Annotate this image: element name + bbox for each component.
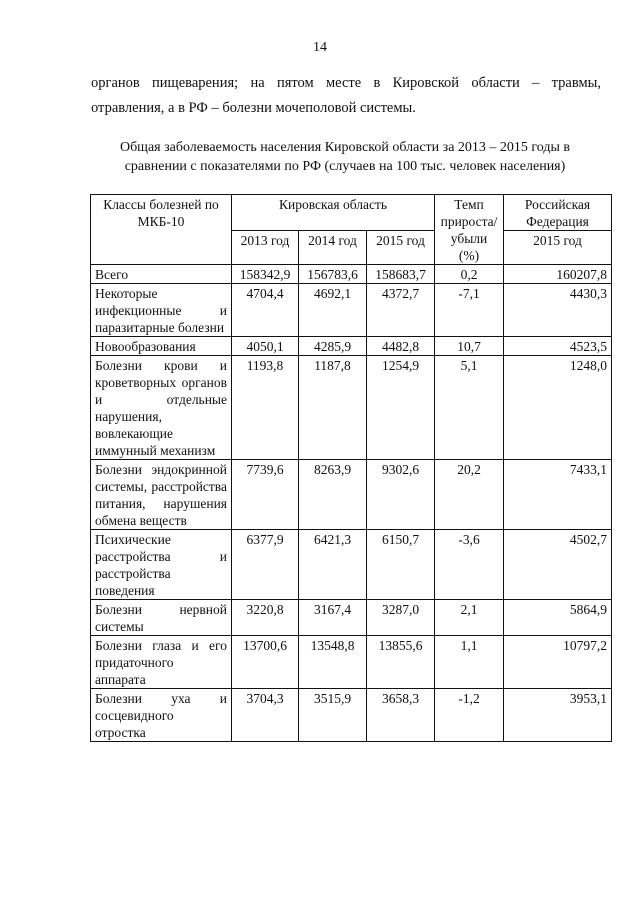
rf-value-cell: 5864,9 [504, 600, 612, 636]
table-row [91, 265, 612, 284]
growth-rate-cell: -3,6 [435, 530, 504, 600]
rf-value-cell: 7433,1 [504, 460, 612, 530]
growth-rate-cell: 10,7 [435, 337, 504, 356]
value-2014-cell: 156783,6 [299, 265, 367, 284]
table-row [91, 636, 612, 689]
header-rf-year-2015: 2015 год [504, 231, 612, 265]
growth-rate-cell: -7,1 [435, 284, 504, 337]
intro-paragraph [91, 71, 601, 121]
disease-class-cell: Психические расстройства и расстройства поведения [91, 530, 232, 600]
value-2015-cell: 9302,6 [367, 460, 435, 530]
disease-class-cell: Болезни эндокринной системы, расстройства питания, нарушения обмена веществ [91, 460, 232, 530]
disease-class-cell: Новообразования [91, 337, 232, 356]
value-2013-cell: 7739,6 [232, 460, 299, 530]
disease-class-cell: Болезни уха и сосцевидного отростка [91, 689, 232, 742]
growth-rate-cell: 0,2 [435, 265, 504, 284]
value-2015-cell: 4482,8 [367, 337, 435, 356]
value-2015-cell: 1254,9 [367, 356, 435, 460]
value-2014-cell: 1187,8 [299, 356, 367, 460]
value-2014-cell: 3167,4 [299, 600, 367, 636]
value-2014-cell: 4692,1 [299, 284, 367, 337]
rf-value-cell: 4502,7 [504, 530, 612, 600]
rf-value-cell: 4523,5 [504, 337, 612, 356]
intro-line-1: органов пищеварения; на пятом месте в Кировской области – травмы, [91, 75, 601, 91]
disease-class-cell: Болезни крови и кроветворных органов и отдельные нарушения, вовлекающие иммунный механизм [91, 356, 232, 460]
value-2013-cell: 6377,9 [232, 530, 299, 600]
caption-line-2: сравнении с показателями по РФ (случаев на 100 тыс. человек населения) [124, 159, 566, 174]
page-number: 14 [313, 40, 327, 55]
value-2015-cell: 13855,6 [367, 636, 435, 689]
table-row [91, 460, 612, 530]
rf-value-cell: 1248,0 [504, 356, 612, 460]
value-2013-cell: 3220,8 [232, 600, 299, 636]
rf-value-cell: 160207,8 [504, 265, 612, 284]
caption-line-1: Общая заболеваемость населения Кировской области за 2013 – 2015 годы в [119, 140, 571, 155]
table-row [91, 356, 612, 460]
header-year-2014: 2014 год [299, 231, 367, 265]
header-region: Кировская область [232, 195, 435, 231]
morbidity-table [90, 194, 612, 742]
value-2015-cell: 6150,7 [367, 530, 435, 600]
table-body [91, 265, 612, 742]
table-row [91, 284, 612, 337]
value-2015-cell: 4372,7 [367, 284, 435, 337]
growth-rate-cell: 2,1 [435, 600, 504, 636]
disease-class-cell: Всего [91, 265, 232, 284]
header-growth: Темп прироста/ убыли (%) [435, 195, 504, 265]
growth-rate-cell: -1,2 [435, 689, 504, 742]
header-classes: Классы болезней по МКБ-10 [91, 195, 232, 265]
value-2014-cell: 6421,3 [299, 530, 367, 600]
disease-class-cell: Болезни нервной системы [91, 600, 232, 636]
header-year-2013: 2013 год [232, 231, 299, 265]
growth-rate-cell: 20,2 [435, 460, 504, 530]
value-2013-cell: 158342,9 [232, 265, 299, 284]
value-2014-cell: 3515,9 [299, 689, 367, 742]
value-2015-cell: 3287,0 [367, 600, 435, 636]
table-caption [80, 138, 610, 176]
table-row [91, 600, 612, 636]
intro-line-2: отравления, а в РФ – болезни мочеполовой системы. [91, 100, 416, 116]
value-2014-cell: 13548,8 [299, 636, 367, 689]
table-row [91, 689, 612, 742]
value-2014-cell: 8263,9 [299, 460, 367, 530]
disease-class-cell: Болезни глаза и его придаточного аппарата [91, 636, 232, 689]
value-2015-cell: 3658,3 [367, 689, 435, 742]
value-2015-cell: 158683,7 [367, 265, 435, 284]
header-russia: Российская Федерация [504, 195, 612, 231]
header-year-2015: 2015 год [367, 231, 435, 265]
growth-rate-cell: 5,1 [435, 356, 504, 460]
rf-value-cell: 10797,2 [504, 636, 612, 689]
value-2013-cell: 4050,1 [232, 337, 299, 356]
table-row [91, 337, 612, 356]
growth-rate-cell: 1,1 [435, 636, 504, 689]
rf-value-cell: 3953,1 [504, 689, 612, 742]
value-2013-cell: 4704,4 [232, 284, 299, 337]
value-2013-cell: 3704,3 [232, 689, 299, 742]
rf-value-cell: 4430,3 [504, 284, 612, 337]
disease-class-cell: Некоторые инфекционные и паразитарные болезни [91, 284, 232, 337]
value-2014-cell: 4285,9 [299, 337, 367, 356]
value-2013-cell: 13700,6 [232, 636, 299, 689]
value-2013-cell: 1193,8 [232, 356, 299, 460]
table-row [91, 530, 612, 600]
